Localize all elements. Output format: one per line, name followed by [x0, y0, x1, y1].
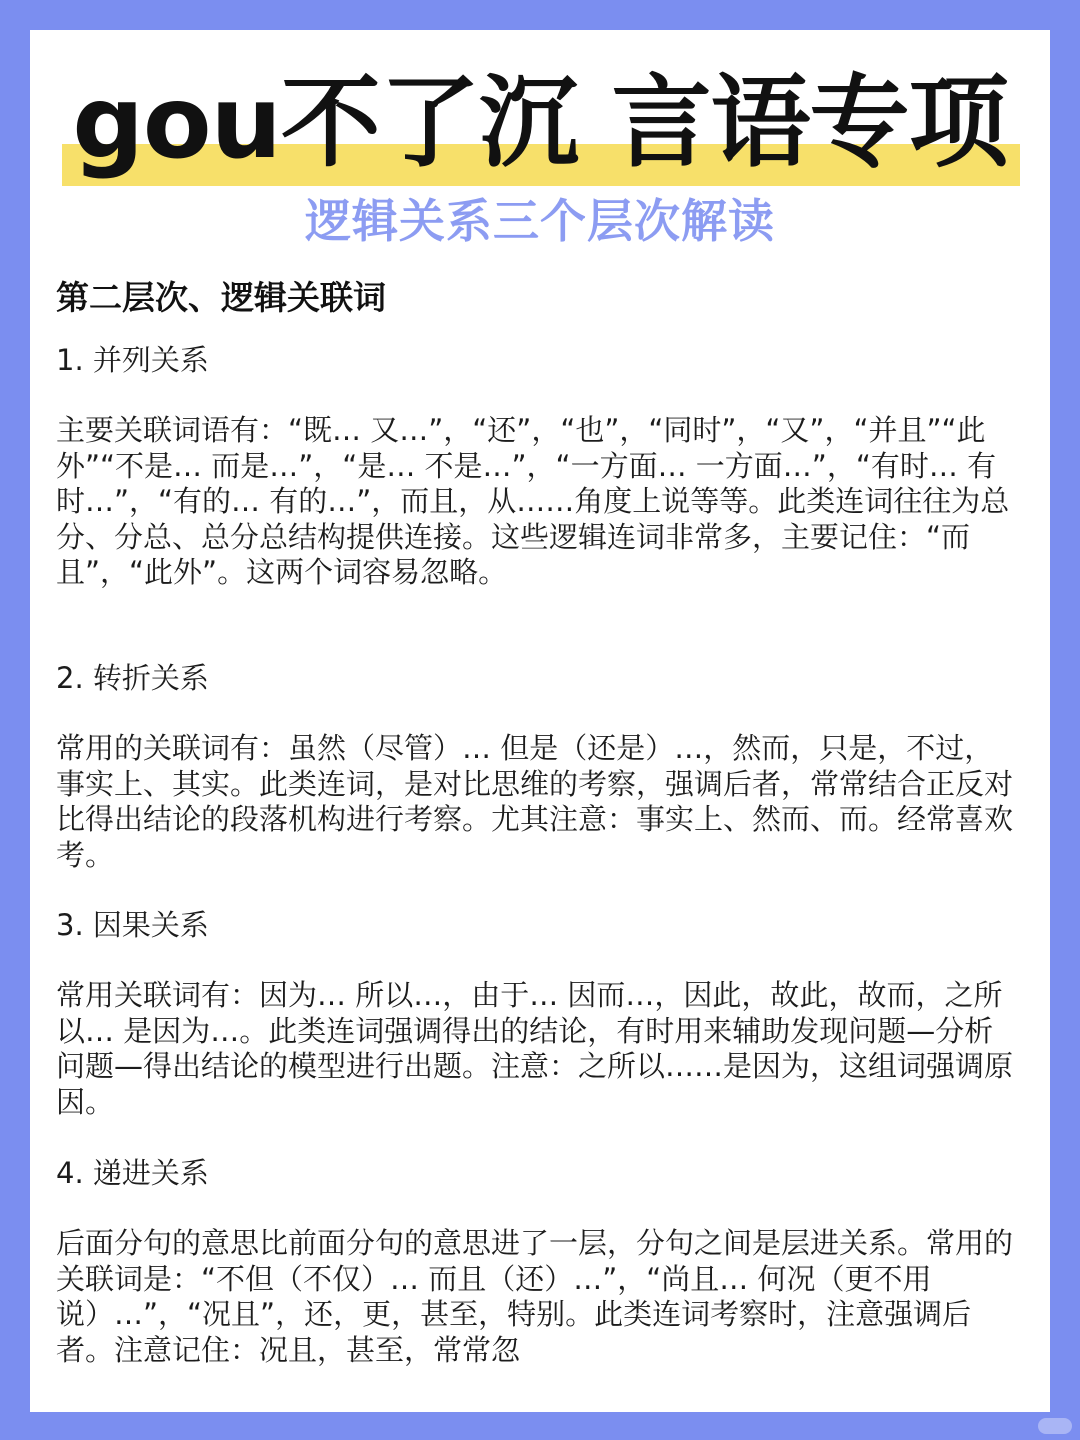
- item-text-causal: 常用关联词有：因为… 所以…，由于… 因而…，因此，故此，故而，之所以… 是因为…。此类连词强调得出的结论，有时用来辅助发现问题—分析问题—得出结论的模型进行出题。注意：之所以……是因为，这组词强调原因。: [56, 978, 1014, 1119]
- watermark-icon: [1038, 1418, 1072, 1434]
- item-heading-progressive: 4. 递进关系: [56, 1156, 209, 1190]
- item-text-parallel: 主要关联词语有：“既… 又…”，“还”，“也”，“同时”，“又”，“并且”“此外”“不是… 而是…”，“是… 不是…”，“一方面… 一方面…”，“有时… 有时…”，“有的… 有的…”，而且，从……角度上说等等。此类连词往往为总分、分总、总分总结构提供连接。这些逻辑连词非常多，主要记住：“而且”，“此外”。这两个词容易忽略。: [56, 413, 1010, 589]
- item-text-progressive: 后面分句的意思比前面分句的意思进了一层，分句之间是层进关系。常用的关联词是：“不但（不仅）… 而且（还）…”，“尚且… 何况（更不用说）…”，“况且”，还，更，甚至，特别。此类连词考察时，注意强调后者。注意记住：况且，甚至，常常忽: [56, 1226, 1014, 1367]
- section-title: 第二层次、逻辑关联词: [56, 278, 386, 317]
- item-text-contrast: 常用的关联词有：虽然（尽管）… 但是（还是）…，然而，只是，不过，事实上、其实。此类连词，是对比思维的考察，强调后者，常常结合正反对比得出结论的段落机构进行考察。尤其注意：事实上、然而、而。经常喜欢考。: [56, 731, 1014, 872]
- item-heading-parallel: 1. 并列关系: [56, 343, 209, 377]
- content-card: [30, 30, 1050, 1412]
- title-block: [30, 58, 1050, 188]
- page-subtitle: 逻辑关系三个层次解读: [305, 194, 775, 248]
- item-heading-contrast: 2. 转折关系: [56, 661, 209, 695]
- page-title: gou不了沉 言语专项: [72, 64, 1008, 181]
- item-heading-causal: 3. 因果关系: [56, 908, 209, 942]
